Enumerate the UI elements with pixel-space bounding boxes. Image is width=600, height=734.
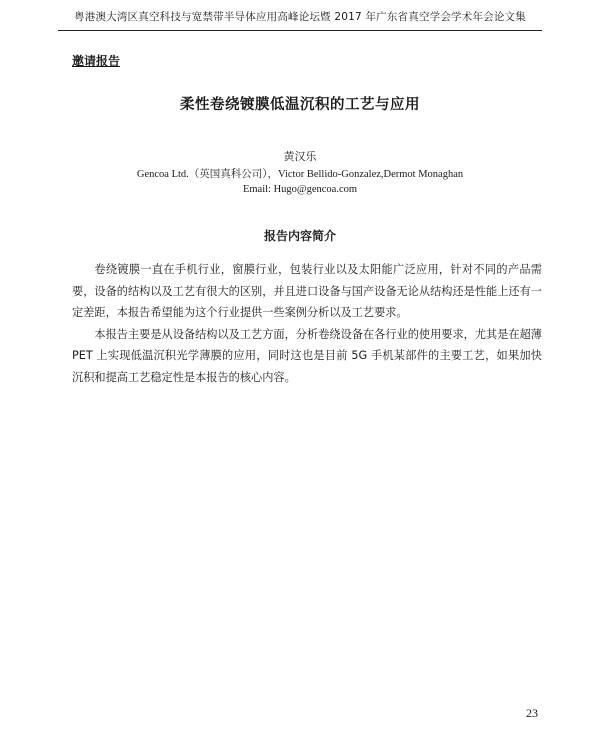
running-header: 粤港澳大湾区真空科技与宽禁带半导体应用高峰论坛暨 2017 年广东省真空学会学术年会论文集 xyxy=(74,11,526,23)
summary-paragraph: 本报告主要是从设备结构以及工艺方面，分析卷绕设备在各行业的使用要求，尤其是在超薄 PET 上实现低温沉积光学薄膜的应用，同时这也是目前 5G 手机某部件的主要工艺，如果加快沉积和提高工艺稳定性是本报告的核心内容。 xyxy=(72,327,542,384)
summary-paragraph: 卷绕镀膜一直在手机行业，窗膜行业，包装行业以及太阳能广泛应用，针对不同的产品需要，设备的结构以及工艺有很大的区别，并且进口设备与国产设备无论从结构还是性能上还有一定差距，本报告希望能为这个行业提供一些案例分析以及工艺要求。 xyxy=(72,263,542,319)
section-label: 邀请报告 xyxy=(72,54,121,68)
summary-body xyxy=(72,259,542,388)
author-affiliation: Gencoa Ltd.（英国真科公司），Victor Bellido-Gonzalez,Dermot Monaghan xyxy=(136,169,464,180)
summary-heading: 报告内容简介 xyxy=(263,229,336,243)
author-email: Email: Hugo@gencoa.com xyxy=(242,184,358,195)
author-name: 黄汉乐 xyxy=(283,150,317,163)
paper-title: 柔性卷绕镀膜低温沉积的工艺与应用 xyxy=(180,97,420,113)
header-divider xyxy=(58,30,542,31)
page-number: 23 xyxy=(526,706,538,720)
